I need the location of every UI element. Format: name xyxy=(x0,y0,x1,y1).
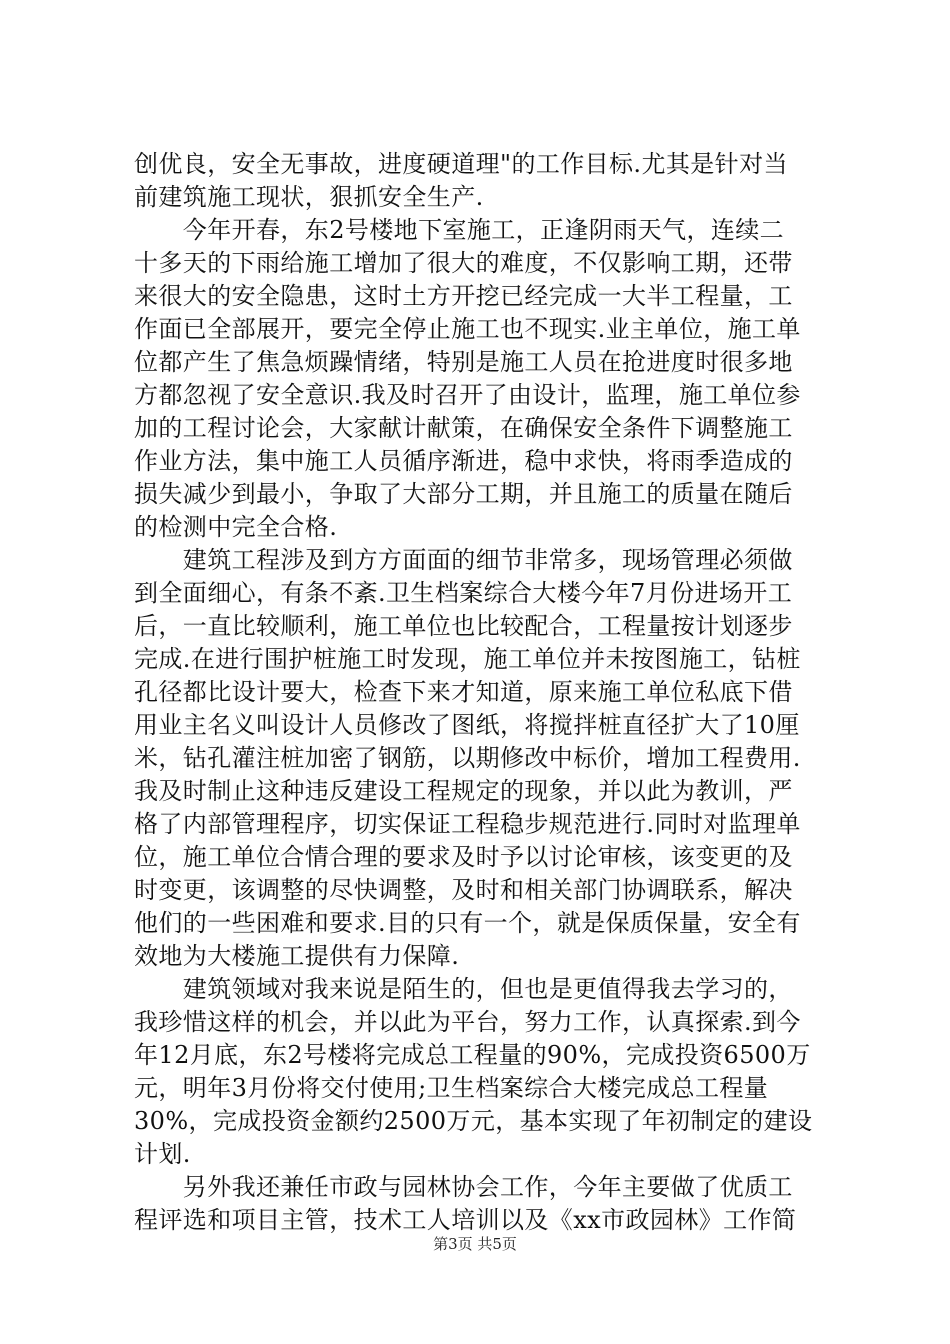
text-line: 计划. xyxy=(134,1140,191,1168)
text-line: 创优良，安全无事故，进度硬道理"的工作目标.尤其是针对当 xyxy=(134,150,788,178)
text-line: 位，施工单位合情合理的要求及时予以讨论审核，该变更的及 xyxy=(134,843,793,871)
text-line: 位都产生了焦急烦躁情绪，特别是施工人员在抢进度时很多地 xyxy=(134,348,793,376)
text-line: 孔径都比设计要大，检查下来才知道，原来施工单位私底下借 xyxy=(134,678,793,706)
text-line: 今年开春，东2号楼地下室施工，正逢阴雨天气，连续二 xyxy=(134,216,785,244)
text-line: 程评选和项目主管，技术工人培训以及《xx市政园林》工作简 xyxy=(134,1206,797,1234)
text-line: 的检测中完全合格. xyxy=(134,513,338,541)
text-line: 30%，完成投资金额约2500万元，基本实现了年初制定的建设 xyxy=(134,1107,813,1135)
text-line: 我珍惜这样的机会，并以此为平台，努力工作，认真探索.到今 xyxy=(134,1008,801,1036)
page-footer: 第3页 共5页 xyxy=(433,1235,517,1253)
text-line: 米，钻孔灌注桩加密了钢筋，以期修改中标价，增加工程费用. xyxy=(134,744,801,772)
text-line: 来很大的安全隐患，这时土方开挖已经完成一大半工程量，工 xyxy=(134,282,793,310)
text-line: 作面已全部展开，要完全停止施工也不现实.业主单位，施工单 xyxy=(134,315,801,343)
text-line: 建筑工程涉及到方方面面的细节非常多，现场管理必须做 xyxy=(134,546,793,574)
text-line: 损失减少到最小，争取了大部分工期，并且施工的质量在随后 xyxy=(134,480,793,508)
text-line: 元，明年3月份将交付使用;卫生档案综合大楼完成总工程量 xyxy=(134,1074,769,1102)
text-line: 建筑领域对我来说是陌生的，但也是更值得我去学习的， xyxy=(134,975,793,1003)
text-line: 我及时制止这种违反建设工程规定的现象，并以此为教训，严 xyxy=(134,777,793,805)
text-line: 用业主名义叫设计人员修改了图纸，将搅拌桩直径扩大了10厘 xyxy=(134,711,800,739)
text-line: 时变更，该调整的尽快调整，及时和相关部门协调联系，解决 xyxy=(134,876,793,904)
text-line: 年12月底，东2号楼将完成总工程量的90%，完成投资6500万 xyxy=(134,1041,811,1069)
text-line: 他们的一些困难和要求.目的只有一个，就是保质保量，安全有 xyxy=(134,909,801,937)
text-line: 另外我还兼任市政与园林协会工作，今年主要做了优质工 xyxy=(134,1173,793,1201)
text-line: 作业方法，集中施工人员循序渐进，稳中求快，将雨季造成的 xyxy=(134,447,793,475)
text-line: 前建筑施工现状，狠抓安全生产. xyxy=(134,183,484,211)
text-line: 格了内部管理程序，切实保证工程稳步规范进行.同时对监理单 xyxy=(134,810,801,838)
text-line: 到全面细心，有条不紊.卫生档案综合大楼今年7月份进场开工 xyxy=(134,579,793,607)
text-line: 完成.在进行围护桩施工时发现，施工单位并未按图施工，钻桩 xyxy=(134,645,801,673)
document-body xyxy=(134,148,830,1237)
text-line: 十多天的下雨给施工增加了很大的难度，不仅影响工期，还带 xyxy=(134,249,793,277)
text-line: 方都忽视了安全意识.我及时召开了由设计，监理，施工单位参 xyxy=(134,381,801,409)
text-line: 后，一直比较顺利，施工单位也比较配合，工程量按计划逐步 xyxy=(134,612,793,640)
text-line: 效地为大楼施工提供有力保障. xyxy=(134,942,460,970)
text-line: 加的工程讨论会，大家献计献策，在确保安全条件下调整施工 xyxy=(134,414,793,442)
